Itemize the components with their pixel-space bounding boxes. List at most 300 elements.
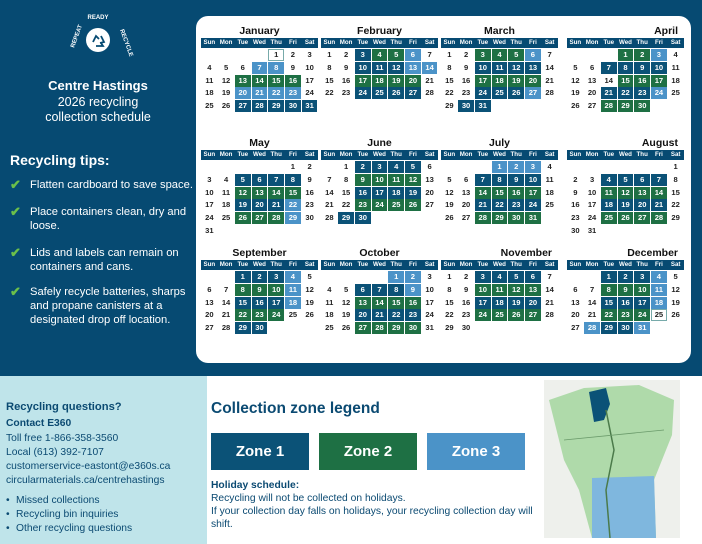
empty-cell (201, 271, 218, 284)
day-cell: 9 (355, 174, 371, 186)
day-cell: 7 (268, 174, 284, 186)
day-cell: 23 (285, 87, 301, 99)
day-cell: 10 (372, 174, 388, 186)
day-cell: 9 (508, 174, 524, 186)
day-cell: 1 (268, 49, 284, 61)
day-cell: 23 (252, 309, 268, 321)
weekday-label: Wed (493, 39, 506, 46)
day-cell: 1 (447, 50, 452, 59)
empty-cell (268, 161, 285, 174)
day-cell: 18 (221, 200, 231, 210)
day-cell: 14 (221, 297, 231, 307)
day-cell: 23 (618, 309, 634, 321)
day-cell: 29 (492, 212, 508, 224)
day-cell: 9 (463, 284, 469, 294)
day-cell: 26 (445, 213, 454, 223)
day-grid (441, 271, 558, 335)
weekday-label: Tue (603, 261, 615, 268)
day-cell: 28 (221, 323, 231, 333)
day-cell: 5 (618, 174, 634, 186)
day-cell: 14 (475, 187, 491, 199)
day-cell: 19 (235, 199, 251, 211)
day-cell: 15 (388, 297, 404, 309)
day-cell: 27 (205, 323, 214, 333)
day-cell: 19 (671, 297, 680, 307)
day-cell: 24 (475, 309, 491, 321)
weekday-label: Tue (357, 39, 369, 46)
email-link[interactable]: customerservice-eastont@e360s.ca (6, 461, 171, 472)
weekday-label: Fri (288, 151, 297, 158)
day-cell: 30 (355, 212, 371, 224)
day-cell: 16 (355, 187, 371, 199)
day-cell: 17 (205, 200, 214, 210)
day-cell: 27 (634, 212, 650, 224)
weekday-label: Mon (219, 39, 233, 46)
day-cell: 24 (305, 88, 314, 98)
day-cell: 27 (587, 101, 597, 111)
day-cell: 8 (618, 62, 634, 74)
weekday-label: Mon (339, 39, 353, 46)
weekday-label: Wed (619, 261, 632, 268)
day-cell: 6 (240, 62, 245, 72)
day-cell: 30 (305, 213, 314, 223)
checkmark-icon: ✔ (10, 284, 21, 299)
day-cell: 19 (305, 297, 314, 307)
day-cell: 2 (463, 272, 469, 281)
day-cell: 8 (673, 174, 678, 184)
day-cell: 30 (252, 322, 268, 334)
checkmark-icon: ✔ (10, 204, 21, 219)
month-name: November (500, 247, 552, 259)
day-cell: 23 (355, 199, 371, 211)
day-cell: 11 (285, 284, 301, 296)
day-cell: 16 (571, 200, 580, 210)
day-cell: 8 (268, 62, 284, 74)
weekday-label: Tue (237, 39, 249, 46)
weekday-label: Mon (459, 151, 473, 158)
day-cell: 13 (235, 75, 251, 87)
day-grid (201, 271, 318, 335)
day-cell: 31 (634, 322, 650, 334)
weekday-label: Thu (510, 261, 522, 268)
topic-item: • Other recycling questions (6, 522, 132, 536)
day-cell: 21 (252, 87, 268, 99)
day-cell: 12 (405, 174, 421, 186)
weekday-label: Sat (670, 39, 681, 46)
day-cell: 3 (475, 49, 491, 61)
day-cell: 17 (475, 75, 491, 87)
day-cell: 15 (601, 297, 617, 309)
day-cell: 24 (268, 309, 284, 321)
day-cell: 1 (601, 271, 617, 283)
zone-map (544, 380, 680, 538)
day-cell: 26 (405, 199, 421, 211)
month-name: January (239, 25, 280, 37)
day-cell: 19 (618, 199, 634, 211)
empty-cell (600, 49, 617, 62)
weekday-label: Mon (585, 151, 599, 158)
weekday-label: Sat (544, 261, 555, 268)
day-cell: 20 (525, 75, 541, 87)
day-grid (201, 49, 318, 113)
svg-text:READY: READY (87, 15, 109, 21)
day-cell: 11 (492, 284, 508, 296)
weekday-label: Fri (528, 39, 537, 46)
weekday-label: Thu (510, 39, 522, 46)
day-cell: 30 (461, 323, 471, 333)
day-cell: 23 (634, 87, 650, 99)
day-cell: 11 (671, 62, 680, 72)
month-name: March (484, 25, 515, 37)
day-cell: 7 (223, 284, 229, 294)
day-cell: 22 (285, 199, 301, 211)
day-cell: 27 (405, 87, 421, 99)
day-cell: 10 (475, 284, 491, 296)
day-cell: 24 (475, 87, 491, 99)
day-cell: 23 (461, 88, 471, 98)
day-cell: 18 (545, 187, 554, 197)
day-cell: 27 (571, 323, 580, 333)
month-april (567, 25, 684, 113)
day-cell: 25 (545, 200, 554, 210)
day-cell: 13 (355, 297, 371, 309)
empty-cell (441, 161, 458, 174)
day-cell: 22 (268, 87, 284, 99)
empty-cell (634, 161, 651, 174)
day-cell: 8 (327, 62, 332, 72)
day-cell: 19 (221, 88, 231, 98)
day-cell: 5 (307, 272, 312, 281)
day-cell: 5 (405, 161, 421, 173)
day-cell: 20 (587, 88, 597, 98)
tip-item (10, 205, 194, 233)
day-cell: 17 (525, 187, 541, 199)
weekday-label: Thu (636, 261, 648, 268)
day-cell: 25 (492, 87, 508, 99)
weekday-label: Thu (390, 261, 402, 268)
day-cell: 22 (325, 88, 334, 98)
day-cell: 26 (671, 310, 680, 320)
day-cell: 9 (252, 284, 268, 296)
day-cell: 27 (525, 87, 541, 99)
day-cell: 16 (634, 75, 650, 87)
day-cell: 4 (651, 271, 667, 283)
day-cell: 23 (508, 199, 524, 211)
empty-cell (474, 161, 491, 174)
day-cell: 3 (207, 174, 212, 184)
day-cell: 21 (221, 310, 231, 320)
day-cell: 14 (325, 187, 334, 197)
day-cell: 15 (285, 187, 301, 199)
day-cell: 7 (651, 174, 667, 186)
weekday-label: Sat (304, 261, 315, 268)
day-cell: 6 (589, 62, 595, 72)
day-cell: 21 (425, 75, 434, 85)
day-cell: 30 (285, 100, 301, 112)
day-cell: 28 (545, 310, 554, 320)
day-grid (441, 161, 558, 225)
day-cell: 3 (651, 49, 667, 61)
weekday-label: Thu (390, 151, 402, 158)
day-cell: 4 (673, 50, 678, 59)
day-cell: 29 (388, 322, 404, 334)
weekday-header (201, 150, 318, 160)
day-cell: 5 (573, 62, 578, 72)
zone-2-swatch: Zone 2 (319, 433, 417, 470)
day-cell: 13 (525, 62, 541, 74)
day-cell: 2 (290, 50, 296, 59)
weekday-label: Mon (459, 261, 473, 268)
svg-text:REPEAT: REPEAT (70, 24, 85, 49)
empty-cell (321, 161, 338, 174)
day-cell: 7 (327, 174, 332, 184)
weekday-label: Thu (636, 39, 648, 46)
page-subtitle (0, 95, 196, 125)
day-cell: 1 (235, 271, 251, 283)
tip-text: Safely recycle batteries, sharps and propane canisters at a designated drop off location. (30, 286, 186, 326)
weekday-header (441, 38, 558, 48)
day-cell: 11 (205, 75, 214, 85)
tip-item (10, 178, 194, 192)
day-cell: 12 (305, 284, 314, 294)
weekday-label: Tue (237, 261, 249, 268)
day-cell: 18 (285, 297, 301, 309)
month-name: May (249, 137, 270, 149)
day-cell: 30 (618, 322, 634, 334)
day-cell: 28 (545, 88, 554, 98)
weekday-label: Mon (219, 261, 233, 268)
day-cell: 29 (338, 212, 354, 224)
day-cell: 31 (302, 100, 318, 112)
day-cell: 1 (618, 49, 634, 61)
website-link[interactable]: circularmaterials.ca/centrehastings (6, 475, 165, 486)
day-cell: 13 (525, 284, 541, 296)
day-cell: 12 (235, 187, 251, 199)
day-cell: 22 (618, 87, 634, 99)
day-cell: 31 (475, 100, 491, 112)
day-cell: 11 (651, 284, 667, 296)
day-cell: 7 (547, 272, 552, 281)
day-cell: 10 (305, 62, 314, 72)
weekday-header (441, 150, 558, 160)
day-cell: 5 (447, 174, 452, 184)
day-cell: 2 (463, 50, 469, 59)
weekday-label: Wed (373, 151, 386, 158)
day-cell: 28 (372, 322, 388, 334)
day-cell: 30 (508, 212, 524, 224)
day-cell: 13 (405, 62, 421, 74)
weekday-header (567, 260, 684, 270)
day-cell: 6 (463, 174, 469, 184)
day-cell: 20 (525, 297, 541, 309)
weekday-label: Sat (544, 151, 555, 158)
day-cell: 1 (492, 161, 508, 173)
day-cell: 28 (252, 100, 268, 112)
day-grid (201, 161, 318, 238)
weekday-label: Fri (408, 151, 417, 158)
subtitle-line: collection schedule (45, 110, 151, 124)
day-cell: 16 (341, 75, 351, 85)
day-grid (567, 271, 684, 335)
day-cell: 3 (427, 272, 432, 281)
day-cell: 14 (268, 187, 284, 199)
weekday-label: Wed (253, 151, 266, 158)
day-cell: 2 (355, 161, 371, 173)
day-cell: 13 (252, 187, 268, 199)
day-grid (567, 161, 684, 238)
day-cell: 14 (545, 284, 554, 294)
day-cell: 17 (587, 200, 597, 210)
day-cell: 3 (268, 271, 284, 283)
month-october (321, 247, 438, 335)
day-cell: 9 (573, 187, 578, 197)
tip-item (10, 285, 194, 327)
day-cell: 30 (634, 100, 650, 112)
day-cell: 15 (445, 297, 454, 307)
weekday-label: Fri (654, 261, 663, 268)
day-cell: 16 (508, 187, 524, 199)
day-cell: 24 (372, 199, 388, 211)
day-cell: 19 (388, 75, 404, 87)
day-cell: 12 (221, 75, 231, 85)
day-cell: 28 (651, 212, 667, 224)
weekday-label: Thu (270, 151, 282, 158)
local-phone[interactable]: Local (613) 392-7107 (6, 447, 104, 458)
day-cell: 8 (601, 284, 617, 296)
empty-cell (600, 161, 617, 174)
day-cell: 27 (235, 100, 251, 112)
day-cell: 14 (252, 75, 268, 87)
weekday-header (441, 260, 558, 270)
month-december (567, 247, 684, 335)
day-cell: 28 (475, 212, 491, 224)
day-cell: 10 (634, 284, 650, 296)
weekday-label: Sun (323, 39, 336, 46)
tip-text: Flatten cardboard to save space. (30, 179, 193, 191)
day-cell: 7 (601, 62, 617, 74)
day-cell: 12 (571, 75, 580, 85)
day-cell: 7 (372, 284, 388, 296)
empty-cell (251, 161, 268, 174)
day-cell: 3 (589, 174, 595, 184)
holiday-heading: Holiday schedule: (211, 480, 300, 491)
weekday-label: Sun (203, 261, 216, 268)
day-cell: 28 (325, 213, 334, 223)
day-cell: 4 (285, 271, 301, 283)
weekday-label: Wed (619, 39, 632, 46)
day-cell: 10 (268, 284, 284, 296)
day-cell: 11 (545, 174, 554, 184)
weekday-label: Wed (253, 261, 266, 268)
day-cell: 22 (601, 309, 617, 321)
day-cell: 14 (422, 62, 438, 74)
day-cell: 12 (388, 62, 404, 74)
day-cell: 21 (268, 199, 284, 211)
day-cell: 12 (508, 284, 524, 296)
weekday-label: Fri (408, 261, 417, 268)
day-cell: 17 (425, 297, 434, 307)
empty-cell (617, 161, 634, 174)
weekday-label: Fri (654, 39, 663, 46)
day-cell: 16 (285, 75, 301, 87)
day-cell: 2 (634, 49, 650, 61)
weekday-label: Sun (203, 39, 216, 46)
month-june (321, 137, 438, 225)
day-cell: 7 (252, 62, 268, 74)
day-cell: 8 (388, 284, 404, 296)
weekday-header (201, 38, 318, 48)
day-cell: 13 (461, 187, 471, 197)
day-cell: 31 (587, 225, 597, 235)
day-cell: 13 (571, 297, 580, 307)
day-cell: 21 (601, 87, 617, 99)
weekday-label: Fri (288, 39, 297, 46)
weekday-label: Mon (339, 261, 353, 268)
day-cell: 11 (222, 187, 231, 197)
day-cell: 18 (492, 75, 508, 87)
day-cell: 29 (601, 322, 617, 334)
weekday-label: Mon (585, 261, 599, 268)
month-name: February (357, 25, 402, 37)
weekday-label: Tue (603, 151, 615, 158)
weekday-label: Tue (477, 151, 489, 158)
day-cell: 13 (425, 174, 434, 184)
tip-text: Lids and labels can remain on containers and cans. (30, 247, 179, 273)
day-grid (321, 271, 438, 335)
day-cell: 5 (223, 62, 229, 72)
weekday-label: Tue (477, 39, 489, 46)
day-cell: 29 (671, 213, 680, 223)
day-cell: 6 (252, 174, 268, 186)
toll-free-phone[interactable]: Toll free 1-866-358-3560 (6, 433, 119, 444)
month-name: July (488, 137, 510, 149)
weekday-label: Mon (219, 151, 233, 158)
day-cell: 1 (327, 50, 332, 59)
day-cell: 14 (372, 297, 388, 309)
checkmark-icon: ✔ (10, 245, 21, 260)
day-cell: 29 (285, 212, 301, 224)
day-cell: 27 (425, 200, 434, 210)
day-cell: 7 (475, 174, 491, 186)
weekday-label: Sun (443, 151, 456, 158)
day-cell: 25 (601, 212, 617, 224)
day-cell: 26 (305, 310, 314, 320)
day-cell: 23 (461, 310, 471, 320)
day-cell: 11 (492, 62, 508, 74)
day-cell: 5 (508, 49, 524, 61)
weekday-label: Sun (569, 39, 582, 46)
day-cell: 20 (235, 87, 251, 99)
day-cell: 17 (651, 75, 667, 87)
month-name: December (627, 247, 678, 259)
weekday-label: Fri (654, 151, 663, 158)
day-cell: 6 (405, 49, 421, 61)
weekday-header (567, 38, 684, 48)
day-grid (321, 161, 438, 225)
weekday-label: Sun (323, 151, 336, 158)
day-cell: 20 (571, 310, 580, 320)
day-cell: 19 (341, 310, 351, 320)
weekday-label: Tue (237, 151, 249, 158)
weekday-label: Wed (373, 261, 386, 268)
day-cell: 3 (372, 161, 388, 173)
day-cell: 31 (425, 323, 434, 333)
day-cell: 17 (305, 75, 314, 85)
day-cell: 21 (545, 75, 554, 85)
info-column (0, 0, 196, 376)
day-cell: 26 (508, 309, 524, 321)
day-cell: 8 (343, 174, 349, 184)
